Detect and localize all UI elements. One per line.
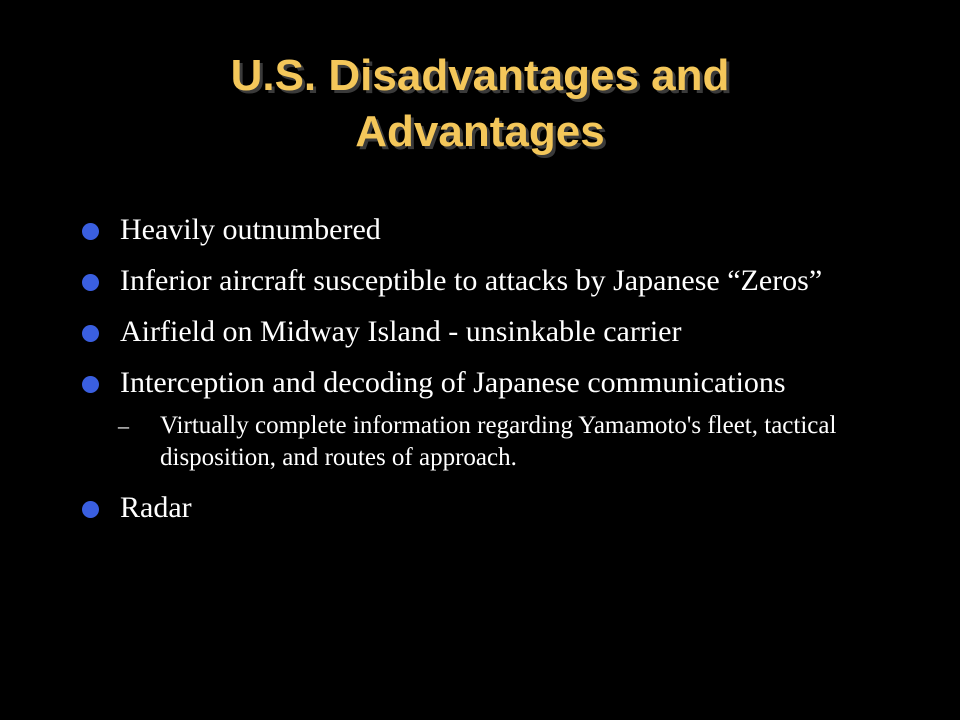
bullet-item (82, 490, 882, 526)
bullet-item (82, 314, 882, 350)
bullet-item (82, 263, 882, 299)
bullet-dot-icon (82, 274, 99, 291)
bullet-text: Interception and decoding of Japanese communications (120, 366, 786, 399)
bullet-item (82, 212, 882, 248)
bullet-dot-icon (82, 223, 99, 240)
bullet-text: Heavily outnumbered (120, 213, 381, 246)
bullet-item (82, 365, 882, 401)
dash-icon: – (118, 413, 129, 438)
sub-bullet-item (82, 410, 882, 474)
bullet-dot-icon (82, 501, 99, 518)
sub-bullet-text: Virtually complete information regarding Yamamoto's fleet, tactical disposition, and routes of approach. (160, 412, 837, 471)
slide-title-line-2: Advantages (355, 107, 605, 156)
slide-title-line-1: U.S. Disadvantages and (230, 51, 730, 100)
bullet-text: Airfield on Midway Island - unsinkable carrier (120, 315, 682, 348)
bullet-dot-icon (82, 376, 99, 393)
bullet-list (82, 212, 882, 541)
slide-title (80, 48, 880, 160)
bullet-text: Radar (120, 491, 192, 524)
bullet-dot-icon (82, 325, 99, 342)
bullet-text: Inferior aircraft susceptible to attacks by Japanese “Zeros” (120, 264, 823, 297)
